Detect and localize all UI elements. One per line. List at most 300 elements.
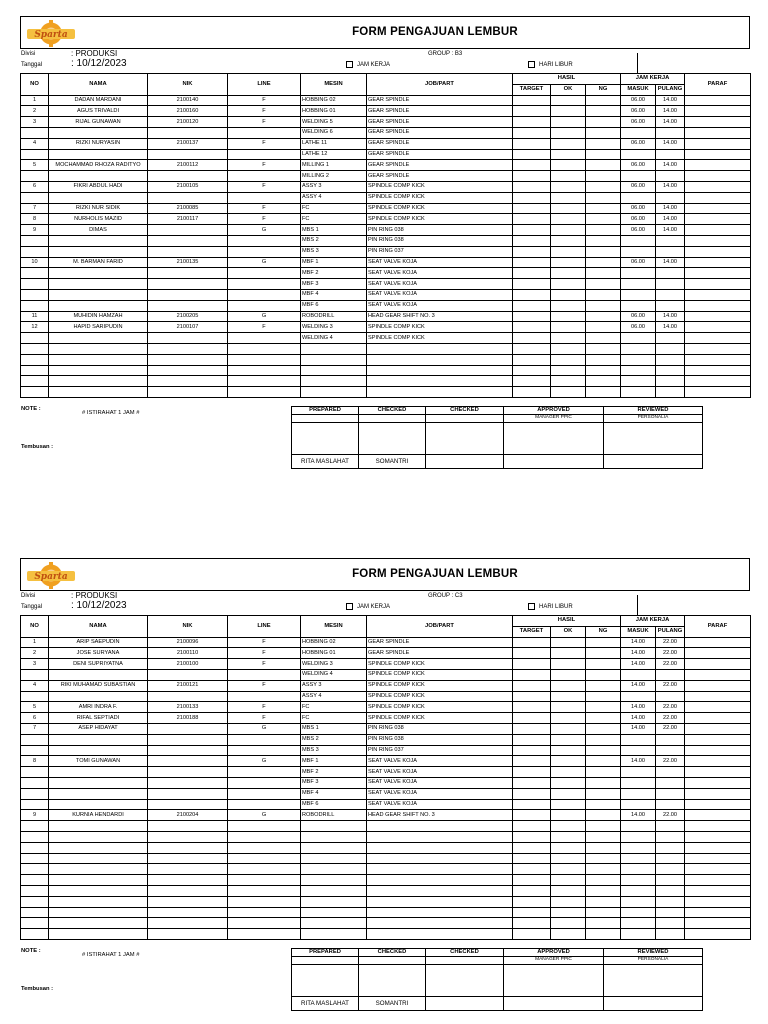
- cell-nik: [148, 896, 228, 907]
- cell-nik: [148, 376, 228, 387]
- cell-mesin: HOBBING 02: [301, 637, 367, 648]
- cell-pulang: [656, 192, 685, 203]
- cell-target: [513, 821, 551, 832]
- cell-no: 6: [21, 713, 49, 724]
- cell-no: 8: [21, 214, 49, 225]
- table-row: [21, 279, 751, 290]
- cell-ok: [551, 171, 586, 182]
- cell-paraf: [685, 160, 751, 171]
- checkbox-box-icon: [528, 61, 535, 68]
- cell-jobpart: [367, 864, 513, 875]
- cell-masuk: [621, 149, 656, 160]
- cell-target: [513, 777, 551, 788]
- cell-target: [513, 246, 551, 257]
- header-jam-kerja: JAM KERJA: [621, 616, 685, 627]
- cell-ok: [551, 702, 586, 713]
- cell-masuk: 14.00: [621, 810, 656, 821]
- cell-jobpart: SPINDLE COMP KICK: [367, 659, 513, 670]
- cell-ng: [586, 831, 621, 842]
- cell-nik: 2100096: [148, 637, 228, 648]
- cell-ng: [586, 127, 621, 138]
- cell-nama: [49, 788, 148, 799]
- signature-box[interactable]: [292, 964, 359, 996]
- cell-line: F: [228, 117, 301, 128]
- header-pulang: PULANG: [656, 626, 685, 637]
- cell-ng: [586, 300, 621, 311]
- table-row: [21, 376, 751, 387]
- signature-name: SOMANTRI: [359, 996, 426, 1010]
- cell-target: [513, 680, 551, 691]
- cell-line: F: [228, 138, 301, 149]
- cell-target: [513, 831, 551, 842]
- table-row: [21, 648, 751, 659]
- cell-nik: [148, 788, 228, 799]
- form-header: [20, 16, 750, 49]
- cell-jobpart: PIN RING 038: [367, 723, 513, 734]
- cell-no: [21, 300, 49, 311]
- cell-masuk: [621, 343, 656, 354]
- hari-libur-checkbox[interactable]: [528, 603, 573, 610]
- cell-nik: [148, 842, 228, 853]
- cell-ok: [551, 95, 586, 106]
- cell-paraf: [685, 181, 751, 192]
- jam-kerja-checkbox[interactable]: [346, 603, 390, 610]
- cell-mesin: ASSY 3: [301, 680, 367, 691]
- signature-box[interactable]: [426, 422, 504, 454]
- cell-line: F: [228, 95, 301, 106]
- cell-paraf: [685, 268, 751, 279]
- cell-nama: [49, 289, 148, 300]
- cell-paraf: [685, 279, 751, 290]
- cell-nik: 2100117: [148, 214, 228, 225]
- cell-mesin: ASSY 4: [301, 691, 367, 702]
- cell-pulang: 14.00: [656, 117, 685, 128]
- group-label: GROUP : C3: [428, 593, 463, 599]
- cell-masuk: 14.00: [621, 648, 656, 659]
- cell-masuk: [621, 864, 656, 875]
- cell-nama: RIJAL GUNAWAN: [49, 117, 148, 128]
- cell-pulang: 22.00: [656, 713, 685, 724]
- cell-jobpart: GEAR SPINDLE: [367, 637, 513, 648]
- cell-masuk: [621, 788, 656, 799]
- signature-box[interactable]: [604, 964, 703, 996]
- cell-masuk: [621, 842, 656, 853]
- header-masuk: MASUK: [621, 626, 656, 637]
- cell-masuk: [621, 691, 656, 702]
- cell-paraf: [685, 929, 751, 940]
- cell-pulang: 14.00: [656, 214, 685, 225]
- cell-nama: MUHIDIN HAMZAH: [49, 311, 148, 322]
- cell-masuk: 06.00: [621, 138, 656, 149]
- cell-pulang: [656, 333, 685, 344]
- signature-box[interactable]: [292, 422, 359, 454]
- cell-paraf: [685, 864, 751, 875]
- cell-paraf: [685, 713, 751, 724]
- table-row: [21, 659, 751, 670]
- cell-ok: [551, 918, 586, 929]
- cell-line: [228, 669, 301, 680]
- table-row: [21, 680, 751, 691]
- cell-masuk: [621, 246, 656, 257]
- cell-ng: [586, 279, 621, 290]
- cell-target: [513, 257, 551, 268]
- cell-jobpart: SPINDLE COMP KICK: [367, 713, 513, 724]
- cell-jobpart: [367, 875, 513, 886]
- cell-nik: [148, 831, 228, 842]
- cell-ok: [551, 279, 586, 290]
- cell-target: [513, 138, 551, 149]
- cell-line: [228, 246, 301, 257]
- table-row: [21, 246, 751, 257]
- cell-ok: [551, 777, 586, 788]
- cell-nik: [148, 821, 228, 832]
- header-paraf: PARAF: [685, 74, 751, 96]
- cell-target: [513, 300, 551, 311]
- cell-pulang: [656, 246, 685, 257]
- divisi-value: : PRODUKSI: [71, 49, 118, 58]
- cell-mesin: LATHE 12: [301, 149, 367, 160]
- cell-pulang: [656, 907, 685, 918]
- table-row: [21, 149, 751, 160]
- divisi-value: : PRODUKSI: [71, 591, 118, 600]
- cell-masuk: [621, 875, 656, 886]
- cell-masuk: 06.00: [621, 225, 656, 236]
- cell-mesin: [301, 907, 367, 918]
- cell-ok: [551, 343, 586, 354]
- cell-mesin: WELDING 4: [301, 333, 367, 344]
- cell-mesin: ASSY 3: [301, 181, 367, 192]
- cell-ng: [586, 853, 621, 864]
- cell-nama: [49, 669, 148, 680]
- cell-ng: [586, 810, 621, 821]
- form-info: [20, 591, 750, 615]
- cell-pulang: 22.00: [656, 637, 685, 648]
- hari-libur-label: HARI LIBUR: [539, 61, 573, 68]
- cell-nama: KURNIA HENDARDI: [49, 810, 148, 821]
- signature-header-checked: CHECKED: [426, 406, 504, 414]
- table-row: [21, 225, 751, 236]
- cell-ng: [586, 680, 621, 691]
- cell-paraf: [685, 680, 751, 691]
- table-row: [21, 864, 751, 875]
- table-row: [21, 106, 751, 117]
- cell-ng: [586, 138, 621, 149]
- table-row: [21, 734, 751, 745]
- signature-box[interactable]: [504, 422, 604, 454]
- header-mesin: MESIN: [301, 616, 367, 638]
- cell-nama: [49, 745, 148, 756]
- cell-mesin: WELDING 6: [301, 127, 367, 138]
- checkbox-box-icon: [346, 61, 353, 68]
- cell-ng: [586, 929, 621, 940]
- cell-masuk: [621, 745, 656, 756]
- cell-ng: [586, 95, 621, 106]
- cell-no: [21, 799, 49, 810]
- cell-no: 6: [21, 181, 49, 192]
- cell-paraf: [685, 756, 751, 767]
- cell-masuk: 14.00: [621, 702, 656, 713]
- cell-nik: [148, 885, 228, 896]
- cell-line: F: [228, 637, 301, 648]
- cell-line: [228, 907, 301, 918]
- cell-no: [21, 192, 49, 203]
- cell-nik: 2100188: [148, 713, 228, 724]
- cell-paraf: [685, 659, 751, 670]
- cell-jobpart: SPINDLE COMP KICK: [367, 680, 513, 691]
- cell-target: [513, 95, 551, 106]
- cell-line: G: [228, 756, 301, 767]
- cell-no: [21, 127, 49, 138]
- cell-line: [228, 192, 301, 203]
- cell-nik: [148, 289, 228, 300]
- cell-ok: [551, 387, 586, 398]
- cell-paraf: [685, 171, 751, 182]
- cell-ok: [551, 160, 586, 171]
- cell-mesin: FC: [301, 214, 367, 225]
- jam-kerja-checkbox[interactable]: [346, 61, 390, 68]
- cell-target: [513, 669, 551, 680]
- table-row: [21, 322, 751, 333]
- cell-nik: 2100140: [148, 95, 228, 106]
- cell-nama: AMRI INDRA F.: [49, 702, 148, 713]
- table-row: [21, 171, 751, 182]
- signature-name: RITA MASLAHAT: [292, 996, 359, 1010]
- cell-pulang: [656, 387, 685, 398]
- signature-table: [291, 948, 703, 1011]
- cell-ok: [551, 885, 586, 896]
- cell-masuk: [621, 885, 656, 896]
- cell-no: 2: [21, 648, 49, 659]
- cell-nik: [148, 127, 228, 138]
- cell-ng: [586, 365, 621, 376]
- cell-paraf: [685, 745, 751, 756]
- signature-name: [426, 996, 504, 1010]
- header-mesin: MESIN: [301, 74, 367, 96]
- cell-line: [228, 127, 301, 138]
- cell-masuk: [621, 853, 656, 864]
- cell-target: [513, 767, 551, 778]
- signature-box[interactable]: [359, 422, 426, 454]
- cell-no: 8: [21, 756, 49, 767]
- cell-ok: [551, 810, 586, 821]
- cell-paraf: [685, 117, 751, 128]
- cell-nik: [148, 777, 228, 788]
- cell-mesin: WELDING 4: [301, 669, 367, 680]
- signature-box[interactable]: [359, 964, 426, 996]
- cell-paraf: [685, 842, 751, 853]
- cell-mesin: HOBBING 02: [301, 95, 367, 106]
- cell-target: [513, 127, 551, 138]
- cell-ng: [586, 235, 621, 246]
- cell-line: [228, 853, 301, 864]
- cell-nik: [148, 723, 228, 734]
- cell-nama: FIKRI ABDUL HADI: [49, 181, 148, 192]
- cell-ok: [551, 333, 586, 344]
- cell-jobpart: SEAT VALVE KOJA: [367, 756, 513, 767]
- cell-ok: [551, 127, 586, 138]
- cell-paraf: [685, 235, 751, 246]
- cell-line: [228, 365, 301, 376]
- cell-ok: [551, 875, 586, 886]
- cell-line: [228, 289, 301, 300]
- cell-mesin: LATHE 11: [301, 138, 367, 149]
- cell-line: G: [228, 810, 301, 821]
- divisi-label: Divisi: [21, 51, 36, 57]
- cell-mesin: [301, 354, 367, 365]
- table-row: [21, 637, 751, 648]
- cell-pulang: [656, 365, 685, 376]
- cell-nama: [49, 918, 148, 929]
- cell-jobpart: SPINDLE COMP KICK: [367, 691, 513, 702]
- signature-box[interactable]: [426, 964, 504, 996]
- cell-no: [21, 333, 49, 344]
- cell-nik: [148, 171, 228, 182]
- cell-paraf: [685, 376, 751, 387]
- cell-masuk: [621, 192, 656, 203]
- jam-kerja-label: JAM KERJA: [357, 61, 391, 68]
- header-masuk: MASUK: [621, 84, 656, 95]
- signature-box[interactable]: [504, 964, 604, 996]
- cell-target: [513, 343, 551, 354]
- cell-line: G: [228, 225, 301, 236]
- cell-pulang: 14.00: [656, 106, 685, 117]
- cell-line: F: [228, 702, 301, 713]
- table-row: [21, 777, 751, 788]
- cell-nama: [49, 929, 148, 940]
- cell-target: [513, 659, 551, 670]
- cell-masuk: [621, 777, 656, 788]
- header-ok: OK: [551, 626, 586, 637]
- table-row: [21, 745, 751, 756]
- table-row: [21, 214, 751, 225]
- cell-no: 9: [21, 225, 49, 236]
- cell-no: [21, 929, 49, 940]
- cell-masuk: [621, 300, 656, 311]
- header-no: NO: [21, 616, 49, 638]
- cell-line: F: [228, 322, 301, 333]
- cell-nama: JOSE SURYANA: [49, 648, 148, 659]
- cell-no: [21, 669, 49, 680]
- cell-paraf: [685, 203, 751, 214]
- cell-masuk: 14.00: [621, 723, 656, 734]
- signature-role: PERSONALIA: [604, 956, 703, 964]
- cell-ng: [586, 799, 621, 810]
- cell-jobpart: [367, 842, 513, 853]
- table-row: [21, 203, 751, 214]
- cell-line: G: [228, 723, 301, 734]
- cell-nik: [148, 918, 228, 929]
- cell-mesin: MBF 3: [301, 777, 367, 788]
- signature-box[interactable]: [604, 422, 703, 454]
- cell-jobpart: GEAR SPINDLE: [367, 171, 513, 182]
- cell-nama: NURHOLIS MAZID: [49, 214, 148, 225]
- cell-paraf: [685, 214, 751, 225]
- cell-target: [513, 929, 551, 940]
- cell-nik: [148, 669, 228, 680]
- header-hasil: HASIL: [513, 74, 621, 85]
- cell-nama: AGUS TRIVALDI: [49, 106, 148, 117]
- cell-ng: [586, 268, 621, 279]
- header-jobpart: JOB/PART: [367, 74, 513, 96]
- cell-nama: [49, 691, 148, 702]
- cell-line: [228, 929, 301, 940]
- cell-target: [513, 181, 551, 192]
- cell-nama: [49, 875, 148, 886]
- cell-masuk: 14.00: [621, 680, 656, 691]
- cell-no: 5: [21, 160, 49, 171]
- cell-paraf: [685, 300, 751, 311]
- cell-ng: [586, 192, 621, 203]
- cell-target: [513, 106, 551, 117]
- cell-target: [513, 365, 551, 376]
- cell-jobpart: SPINDLE COMP KICK: [367, 181, 513, 192]
- cell-paraf: [685, 343, 751, 354]
- cell-jobpart: [367, 343, 513, 354]
- cell-pulang: [656, 691, 685, 702]
- header-nama: NAMA: [49, 616, 148, 638]
- cell-mesin: WELDING 3: [301, 659, 367, 670]
- cell-paraf: [685, 149, 751, 160]
- cell-paraf: [685, 702, 751, 713]
- cell-no: [21, 691, 49, 702]
- cell-pulang: [656, 171, 685, 182]
- table-row: [21, 95, 751, 106]
- cell-mesin: [301, 365, 367, 376]
- cell-jobpart: GEAR SPINDLE: [367, 106, 513, 117]
- table-row: [21, 669, 751, 680]
- cell-mesin: [301, 918, 367, 929]
- cell-paraf: [685, 734, 751, 745]
- cell-ok: [551, 680, 586, 691]
- cell-mesin: MBF 2: [301, 767, 367, 778]
- table-row: [21, 365, 751, 376]
- cell-ng: [586, 637, 621, 648]
- cell-nik: [148, 875, 228, 886]
- cell-paraf: [685, 311, 751, 322]
- table-row: [21, 311, 751, 322]
- cell-pulang: [656, 127, 685, 138]
- cell-ok: [551, 311, 586, 322]
- cell-nama: [49, 799, 148, 810]
- cell-target: [513, 723, 551, 734]
- cell-pulang: [656, 821, 685, 832]
- cell-masuk: [621, 333, 656, 344]
- cell-nama: M. BARMAN FARID: [49, 257, 148, 268]
- overtime-table: [20, 73, 751, 398]
- cell-ng: [586, 918, 621, 929]
- cell-nik: [148, 246, 228, 257]
- cell-ok: [551, 853, 586, 864]
- cell-target: [513, 214, 551, 225]
- signature-header-checked: CHECKED: [359, 948, 426, 956]
- cell-no: [21, 365, 49, 376]
- cell-pulang: [656, 896, 685, 907]
- signature-header-reviewed: REVIEWED: [604, 948, 703, 956]
- cell-target: [513, 311, 551, 322]
- table-row: [21, 723, 751, 734]
- cell-target: [513, 702, 551, 713]
- cell-nama: RIZKI NUR SIDIK: [49, 203, 148, 214]
- tanggal-value: : 10/12/2023: [71, 58, 127, 69]
- hari-libur-label: HARI LIBUR: [539, 603, 573, 610]
- table-row: [21, 354, 751, 365]
- signature-header-checked: CHECKED: [426, 948, 504, 956]
- cell-pulang: [656, 885, 685, 896]
- hari-libur-checkbox[interactable]: [528, 61, 573, 68]
- cell-pulang: 14.00: [656, 95, 685, 106]
- cell-masuk: [621, 929, 656, 940]
- signature-role: [426, 414, 504, 422]
